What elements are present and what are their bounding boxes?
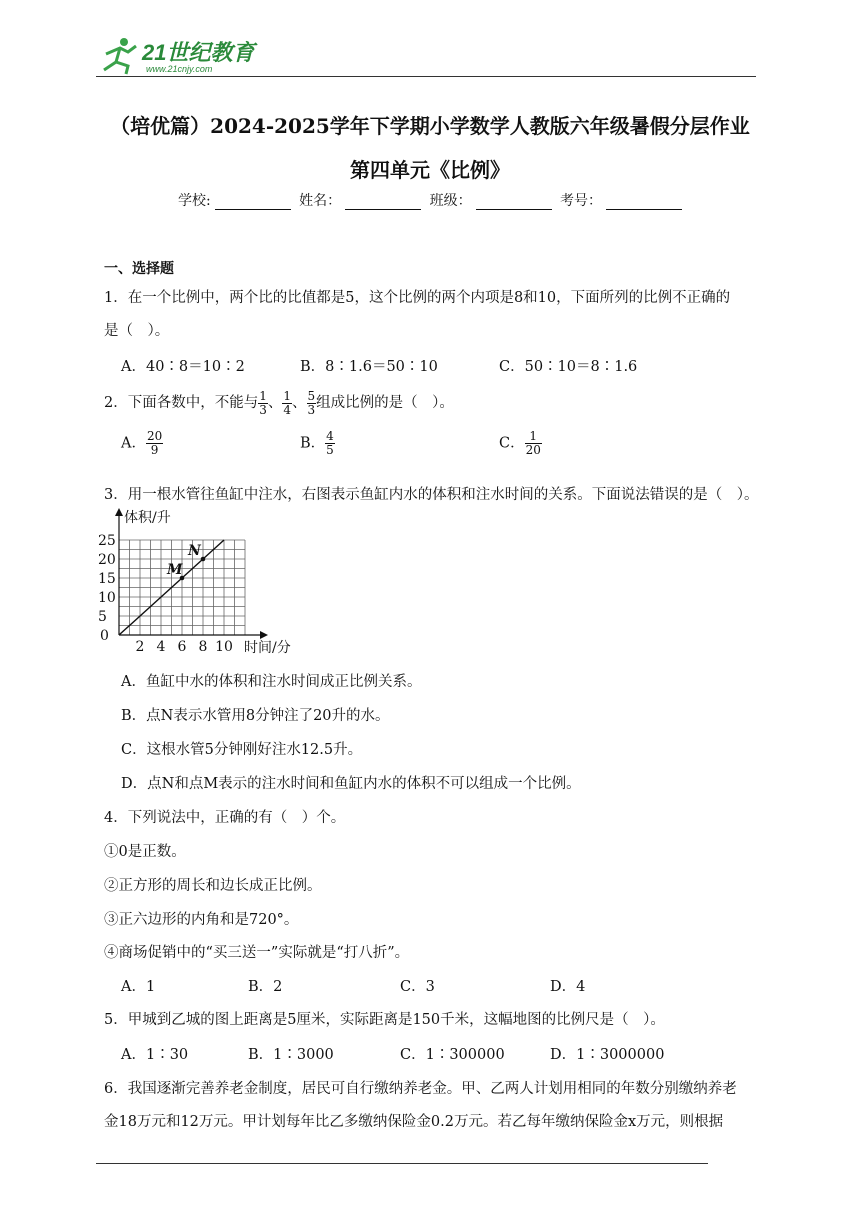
q3-option-a[interactable]: A．鱼缸中水的体积和注水时间成正比例关系。 (121, 674, 422, 690)
footer-rule (96, 1163, 708, 1164)
q1-line2: 是（ ）。 (104, 323, 170, 339)
point-n (201, 557, 206, 562)
doc-title: （培优篇）2024-2025学年下学期小学数学人教版六年级暑假分层作业 (110, 114, 750, 138)
logo-brand: 21世纪教育 (142, 40, 255, 65)
q1-option-c[interactable]: C．50∶10＝8∶1.6 (499, 359, 638, 375)
chart-ticks (98, 533, 233, 655)
name-blank[interactable] (345, 195, 421, 210)
section-heading: 一、选择题 (104, 261, 174, 277)
q1-line1: 1．在一个比例中，两个比的比值都是5，这个比例的两个内项是8和10，下面所列的比例不正确的 (104, 290, 731, 306)
q3-option-c[interactable]: C．这根水管5分钟刚好注水12.5升。 (121, 742, 363, 758)
q5-option-b[interactable]: B．1∶3000 (248, 1047, 334, 1063)
q4-statement-1: ①0是正数。 (104, 844, 186, 860)
fraction: $\frac{1}{4}$ (283, 388, 292, 417)
x-tick-label: 10 (215, 639, 233, 655)
q1-option-a[interactable]: A．40∶8＝10∶2 (121, 359, 245, 375)
q4-statement-2: ②正方形的周长和边长成正比例。 (104, 878, 322, 894)
q6-line2: 金18万元和12万元。甲计划每年比乙多缴纳保险金0.2万元。若乙每年缴纳保险金x万元，则根据 (104, 1114, 724, 1130)
y-tick-label: 5 (98, 609, 107, 625)
q2-prefix: 2．下面各数中，不能与 (104, 395, 259, 411)
y-tick-label: 10 (98, 590, 116, 606)
x-tick-label: 4 (156, 639, 166, 655)
q2-option-b[interactable]: B． $\frac{4}{5}$ (300, 429, 334, 457)
q4-option-b[interactable]: B．2 (248, 979, 283, 995)
q3-option-d[interactable]: D．点N和点M表示的注水时间和鱼缸内水的体积不可以组成一个比例。 (121, 776, 581, 792)
y-tick-label: 15 (98, 571, 116, 587)
y-axis-arrow (115, 508, 123, 516)
x-tick-label: 2 (135, 639, 145, 655)
q1-option-b[interactable]: B．8∶1.6＝50∶10 (300, 359, 438, 375)
q2-option-a[interactable]: A． $\frac{20}{9}$ (121, 429, 163, 457)
y-tick-label: 20 (98, 552, 116, 568)
fraction: $\frac{1}{3}$ (259, 388, 267, 417)
school-label: 学校: (177, 193, 211, 209)
q2-suffix: 组成比例的是（ ）。 (316, 395, 454, 411)
class-blank[interactable] (476, 195, 552, 210)
volume-time-chart (100, 506, 310, 658)
q3-stem: 3．用一根水管往鱼缸中注水，右图表示鱼缸内水的体积和注水时间的关系。下面说法错误的是（ ）。 (104, 487, 759, 503)
x-tick-label: 6 (177, 639, 187, 655)
class-label: 班级： (429, 193, 472, 209)
fraction: $\frac{5}{3}$ (307, 388, 316, 417)
logo-url: www.21cnjy.com (146, 64, 213, 74)
q4-stem: 4．下列说法中，正确的有（ ）个。 (104, 810, 346, 826)
school-blank[interactable] (215, 195, 291, 210)
exam-no-label: 考号： (560, 193, 603, 209)
x-axis-arrow (260, 631, 268, 639)
q6-line1: 6．我国逐渐完善养老金制度，居民可自行缴纳养老金。甲、乙两人计划用相同的年数分别缴纳养老 (104, 1081, 737, 1097)
student-info (0, 190, 860, 210)
y-axis-label: 体积/升 (124, 510, 171, 526)
q5-stem: 5．甲城到乙城的图上距离是5厘米，实际距离是150千米，这幅地图的比例尺是（ ）。 (104, 1012, 665, 1028)
point-label-n: N (188, 543, 201, 559)
header-rule (96, 76, 756, 77)
y-tick-label: 25 (98, 533, 116, 549)
q5-option-a[interactable]: A．1∶30 (121, 1047, 189, 1063)
doc-subtitle: 第四单元《比例》 (350, 158, 510, 182)
q4-option-a[interactable]: A．1 (121, 979, 156, 995)
q3-option-b[interactable]: B．点N表示水管用8分钟注了20升的水。 (121, 708, 390, 724)
q5-option-c[interactable]: C．1∶300000 (400, 1047, 505, 1063)
chart-grid (119, 540, 245, 635)
runner-icon (104, 38, 136, 74)
point-label-m: M (167, 562, 183, 578)
x-axis-label: 时间/分 (244, 640, 291, 656)
logo (96, 36, 266, 76)
exam-no-blank[interactable] (606, 195, 682, 210)
q4-option-d[interactable]: D．4 (550, 979, 586, 995)
q2-option-c[interactable]: C． $\frac{1}{20}$ (499, 429, 541, 457)
q4-statement-4: ④商场促销中的“买三送一”实际就是“打八折”。 (104, 945, 410, 961)
name-label: 姓名： (299, 193, 342, 209)
x-tick-label: 8 (198, 639, 208, 655)
q2-stem: 2．下面各数中，不能与 $\frac{1}{3}$ 、 $\frac{1}{4}$ 、 $\frac{5}{3}$ 组成比例的是（ ）。 (104, 388, 454, 417)
q5-option-d[interactable]: D．1∶3000000 (550, 1047, 665, 1063)
q4-statement-3: ③正六边形的内角和是720°。 (104, 912, 299, 928)
y-tick-label: 0 (100, 628, 109, 644)
q4-option-c[interactable]: C．3 (400, 979, 435, 995)
